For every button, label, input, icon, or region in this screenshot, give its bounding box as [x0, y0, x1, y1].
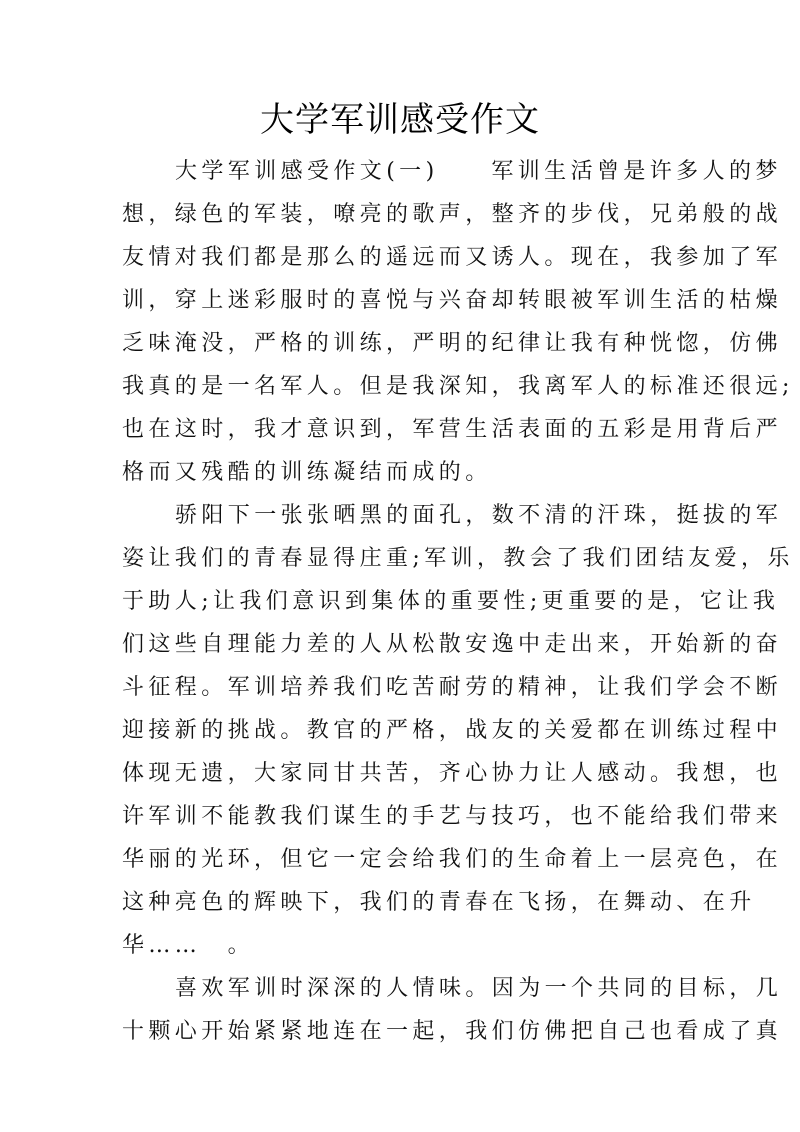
text-line: 十颗心开始紧紧地连在一起，我们仿佛把自己也看成了真	[122, 1019, 783, 1044]
text-line: 们这些自理能力差的人从松散安逸中走出来，开始新的奋	[122, 632, 783, 657]
text-line: 喜欢军训时深深的人情味。因为一个共同的目标，几	[175, 976, 783, 1001]
text-line: 迎接新的挑战。教官的严格，战友的关爱都在训练过程中	[122, 718, 783, 743]
text-line: 想，绿色的军装，嘹亮的歌声，整齐的步伐，兄弟般的战	[122, 202, 783, 227]
text-line: 乏味淹没，严格的训练，严明的纪律让我有种恍惚，仿佛	[122, 331, 783, 356]
text-line: 斗征程。军训培养我们吃苦耐劳的精神，让我们学会不断	[122, 675, 783, 700]
text-line: 于助人;让我们意识到集体的重要性;更重要的是，它让我	[122, 589, 780, 614]
text-line: 格而又残酷的训练凝结而成的。	[122, 460, 492, 485]
text-line: 训，穿上迷彩服时的喜悦与兴奋却转眼被军训生活的枯燥	[122, 288, 783, 313]
text-line: 华丽的光环，但它一定会给我们的生命着上一层亮色，在	[122, 847, 783, 872]
document-title: 大学军训感受作文	[260, 100, 540, 140]
paragraph-3	[122, 967, 783, 1053]
text-line: 友情对我们都是那么的遥远而又诱人。现在，我参加了军	[122, 245, 783, 270]
text-line: 大学军训感受作文(一) 军训生活曾是许多人的梦	[175, 159, 782, 184]
paragraph-2	[122, 494, 794, 967]
document-body	[122, 150, 794, 1053]
text-line: 体现无遗，大家同甘共苦，齐心协力让人感动。我想，也	[122, 761, 783, 786]
text-line: 我真的是一名军人。但是我深知，我离军人的标准还很远;	[122, 374, 794, 399]
text-line: 姿让我们的青春显得庄重;军训，教会了我们团结友爱，乐	[122, 546, 794, 571]
text-line: 骄阳下一张张晒黑的面孔，数不清的汗珠，挺拔的军	[175, 503, 783, 528]
text-line: 也在这时，我才意识到，军营生活表面的五彩是用背后严	[122, 417, 783, 442]
text-line: 这种亮色的辉映下，我们的青春在飞扬，在舞动、在升	[122, 890, 756, 915]
paragraph-1	[122, 150, 794, 494]
text-line: 华…… 。	[122, 933, 255, 958]
text-line: 许军训不能教我们谋生的手艺与技巧，也不能给我们带来	[122, 804, 783, 829]
